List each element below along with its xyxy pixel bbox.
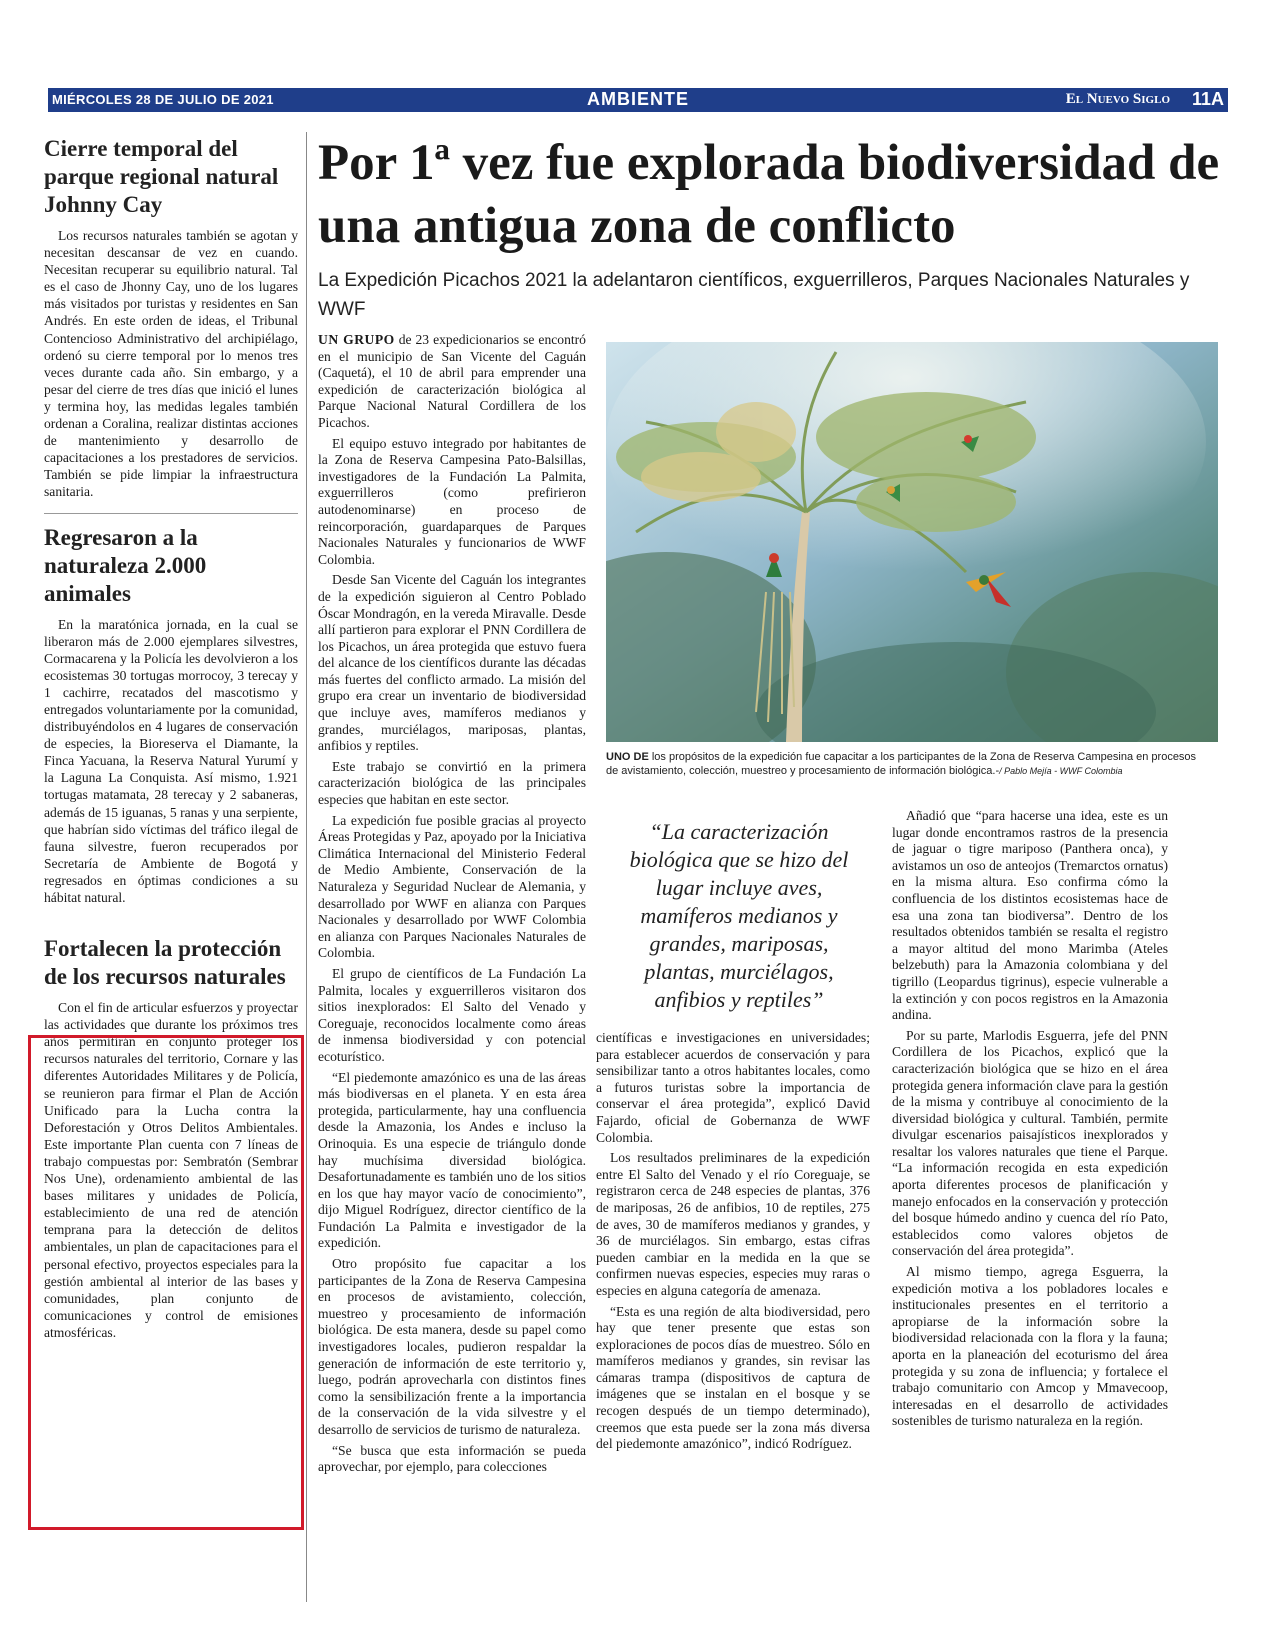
brief-title: Fortalecen la protección de los recursos naturales — [44, 936, 286, 990]
story-paragraph: “Se busca que esta información se pueda aprovechar, por ejemplo, para colecciones — [318, 1442, 586, 1475]
lead-kicker: UN GRUPO — [318, 332, 395, 347]
story-column-3 — [892, 808, 1168, 1434]
story-paragraph: UN GRUPO de 23 expedicionarios se encontró en el municipio de San Vicente del Caguán (Caquetá), el 10 de abril para emprender una expedición de caracterización biológica al Parque Nacional Natural Cordillera de los Picachos. — [318, 332, 586, 430]
story-paragraph: Añadió que “para hacerse una idea, este es un lugar donde encontramos rastros de la presencia de jaguar o tigre mariposo (Panthera onca), y avistamos un oso de anteojos (Tremarctos ornatus) en la misma altura. Eso confirma cómo la confluencia de los distintos ecosistemas hace de esa una zona tan biodiversa”. Dentro de los resultados obtenidos también se resalta el registro a mayor altitud del mono Marimba (Ateles belzebuth) para la Amazonia colombiana y del tigrillo (Leopardus tigrinus), especie vulnerable a la extinción y con pocos registros en la Amazonia andina. — [892, 808, 1168, 1023]
highlight-box — [28, 1035, 304, 1530]
story-paragraph: Por su parte, Marlodis Esguerra, jefe del PNN Cordillera de los Picachos, explicó que la caracterización biológica que se hizo en el área protegida genera información clave para la gestión de la misma y contribuye al conocimiento de la diversidad biológica y cultural. También, permite divulgar escenarios paisajísticos inexplorados y resaltar los valores naturales que tiene el Parque. “La información recogida en esta expedición aporta diferentes procesos de planificación y manejo enfocados en la conservación y protección del bosque húmedo andino y cuenca del río Pato, establecidos como valores objetos de conservación del área protegida”. — [892, 1027, 1168, 1259]
story-column-1 — [318, 332, 586, 1480]
photo-credit: / Pablo Mejía - WWF Colombia — [999, 766, 1123, 776]
brief-body: En la maratónica jornada, en la cual se liberaron más de 2.000 ejemplares silvestres, Cormacarena y la Policía les devolvieron a los ecosistemas 30 tortugas morrocoy, 3 terecay y 1 cachirre, recatados del mascotismo y entregados voluntariamente por la comunidad, distribuyéndolos en 4 lugares de conservación de especies, la Bioreserva el Diamante, la Finca Yacuana, la Reserva Natural Yurumí y la Laguna La Conquista. Así mismo, 1.921 tortugas matamata, 28 terecay y 2 sabaneras, además de 15 iguanas, 5 ranas y una serpiente, que habrían sido víctimas del tráfico ilegal de fauna silvestre, fueron recuperados por Secretaría de Ambiente de Bogotá y regresados en óptimas condiciones a su hábitat natural. — [44, 616, 298, 905]
story-paragraph: “Esta es una región de alta biodiversidad, pero hay que tener presente que estas son exploraciones de pocos días de muestreo. Sólo en mamíferos medianos y grandes, sin revisar las cámaras trampa (dispositivos de captura de imágenes que se instalan en el bosque y se recogen después de un tiempo determinado), creemos que esta puede ser la zona más diversa del piedemonte amazónico”, indicó Rodríguez. — [596, 1303, 870, 1452]
story-paragraph: La expedición fue posible gracias al proyecto Áreas Protegidas y Paz, apoyado por la Iniciativa Climática Internacional del Ministerio Federal de Medio Ambiente, Conservación de la Naturaleza y Seguridad Nuclear de Alemania, y desarrollado por WWF en alianza con Parques Nacionales y desarrollado por WWF Colombia en alianza con Parques Nacionales Naturales de Colombia. — [318, 812, 587, 961]
column-divider — [306, 132, 307, 1602]
story-paragraph: Otro propósito fue capacitar a los participantes de la Zona de Reserva Campesina en procesos de avistamiento, colección, muestreo y procesamiento de información biológica. De esta manera, desde su papel como investigadores locales, pudieron respaldar la generación de información de este territorio y, luego, podrán aprovecharla con distintos fines como la sensibilización frente a la importancia de la conservación de la vida silvestre y el desarrollo de servicios de turismo de naturaleza. — [318, 1256, 586, 1437]
story-headline: Por 1ª vez fue explorada biodiversidad de una antigua zona de conflicto — [318, 135, 1220, 254]
pull-quote: “La caracterización biológica que se hizo del lugar incluye aves, mamíferos medianos y grandes, mariposas, plantas, murciélagos, anfibios y reptiles” — [629, 819, 849, 1012]
story-paragraph: Desde San Vicente del Caguán los integrantes de la expedición siguieron al Centro Poblado Óscar Mondragón, en la vereda Miravalle. Desde allí partieron para explorar el PNN Cordillera de los Picachos, un área protegida que estuvo fuera del alcance de los científicos durante las décadas más fuertes del conflicto armado. La misión del grupo era crear un inventario de biodiversidad que incluye aves, mamíferos medianos y grandes, murciélagos, mariposas, plantas, anfibios y reptiles. — [318, 572, 586, 754]
brief-body: Los recursos naturales también se agotan y necesitan descansar de vez en cuando. Necesitan recuperar su equilibrio natural. Tal es el caso de Jhonny Cay, uno de los lugares más visitados por turistas y residentes en San Andrés. En este orden de ideas, el Tribunal Contencioso Administrativo del archipiélago, ordenó su cierre temporal por lo menos tres veces durante cada año. Sin embargo, y a pesar del cierre de tres días que inició el lunes y termina hoy, las medidas legales también ordenan a Coralina, realizar distintas acciones de mantenimiento y desarrollo de capacitaciones a los prestadores de servicios. También se pide limpiar la infraestructura sanitaria. — [44, 228, 298, 500]
caption-text: los propósitos de la expedición fue capacitar a los participantes de la Zona de Reserva Campesina en procesos de avistamiento, colección, muestreo y procesamiento de información biológica.- — [606, 751, 1197, 777]
page-masthead — [48, 88, 1228, 112]
divider — [44, 924, 298, 925]
issue-date: MIÉRCOLES 28 DE JULIO DE 2021 — [52, 92, 274, 107]
brief-animales — [44, 524, 298, 907]
story-paragraph: Este trabajo se convirtió en la primera caracterización biológica de las principales especies que habitan en este sector. — [318, 758, 586, 808]
brief-johnny-cay — [44, 135, 298, 501]
brief-title: Cierre temporal del parque regional natural Johnny Cay — [44, 136, 279, 217]
story-column-2 — [596, 1030, 870, 1457]
story-paragraph: Al mismo tiempo, agrega Esguerra, la expedición motiva a los pobladores locales e institucionales presentes en el territorio a apropiarse de la información sobre la biodiversidad relacionada con la flora y la fauna; aporta en la planeación del ecoturismo del área protegida y su zona de influencia; y fortalece el trabajo comunitario con Amcop y Mmavecoop, interesadas en el desarrollo de actividades sostenibles de turismo naturaleza en la región. — [892, 1264, 1168, 1429]
page-number: 11A — [1191, 89, 1224, 109]
story-deck: La Expedición Picachos 2021 la adelantaron científicos, exguerrilleros, Parques Nacionales Naturales y WWF — [318, 270, 1190, 320]
story-paragraph: El equipo estuvo integrado por habitantes de la Zona de Reserva Campesina Pato-Balsillas, investigadores de la Fundación La Palmita, exguerrilleros (como prefirieron autodenominarse) en proceso de reincorporación, guardaparques de Parques Nacionales Naturales y funcionarios de WWF Colombia. — [318, 435, 586, 567]
newspaper-name: El Nuevo Siglo — [1065, 91, 1170, 107]
divider — [44, 513, 298, 514]
caption-kicker: UNO DE — [606, 751, 649, 763]
brief-body: Con el fin de articular esfuerzos y proyectar las actividades que durante los próximos tres años permitirán en conjunto proteger los recursos naturales del territorio, Cornare y las diferentes Autoridades Militares y de Policía, se reunieron para firmar el Plan de Acción Unificado para la Lucha contra la Deforestación y Otros Delitos Ambientales. Este importante Plan cuenta con 7 líneas de trabajo compuestas por: Sembratón (Sembrar Nos Une), ordenamiento ambiental de las bases militares y unidades de Policía, establecimiento de una red de atención temprana para la detección de delitos ambientales, un plan de capacitaciones para el personal efectivo, proyectos especiales para la gestión ambiental al interior de las bases y comunidades, plan conjunto de comunicaciones y control de emisiones atmosféricas. — [44, 1000, 298, 1340]
story-paragraph: científicas e investigaciones en universidades; para establecer acuerdos de conservación y para sensibilizar tanto a otros habitantes locales, como a futuros turistas sobre la importancia de conservar el área protegida”, explicó David Fajardo, oficial de Gobernanza de WWF Colombia. — [596, 1030, 870, 1145]
story-paragraph: Los resultados preliminares de la expedición entre El Salto del Venado y el río Coreguaje, se registraron cerca de 248 especies de plantas, 376 de mariposas, 26 de anfibios, 10 de reptiles, 275 de aves, 30 de mamíferos medianos y grandes, y 36 de murciélagos. Sin embargo, estas cifras pueden cambiar en la medida en la que se confirmen nuevas especies, especies muy raras o especies en alguna categoría de amenaza. — [596, 1150, 870, 1298]
section-title: AMBIENTE — [587, 89, 689, 109]
photo-caption — [606, 750, 1206, 778]
story-paragraph: El grupo de científicos de La Fundación La Palmita, locales y exguerrilleros visitaron dos sitios inexplorados: El Salto del Venado y Coreguaje, reconocidos localmente como áreas de inmensa biodiversidad y con potencial ecoturístico. — [318, 965, 586, 1064]
palm-macaws-photo — [606, 342, 1218, 742]
brief-title: Regresaron a la naturaleza 2.000 animales — [44, 524, 207, 606]
story-paragraph: “El piedemonte amazónico es una de las áreas más biodiversas en el planeta. Y en esta área protegida, particularmente, hay una confluencia desde la Amazonia, los Andes e incluso la Orinoquia. Es una especie de triángulo donde hay muchísima diversidad biológica. Desafortunadamente es también uno de los sitios en los que hay mayor vacío de conocimiento”, dijo Miguel Rodríguez, director científico de la Fundación La Palmita e investigador de la expedición. — [318, 1069, 586, 1251]
